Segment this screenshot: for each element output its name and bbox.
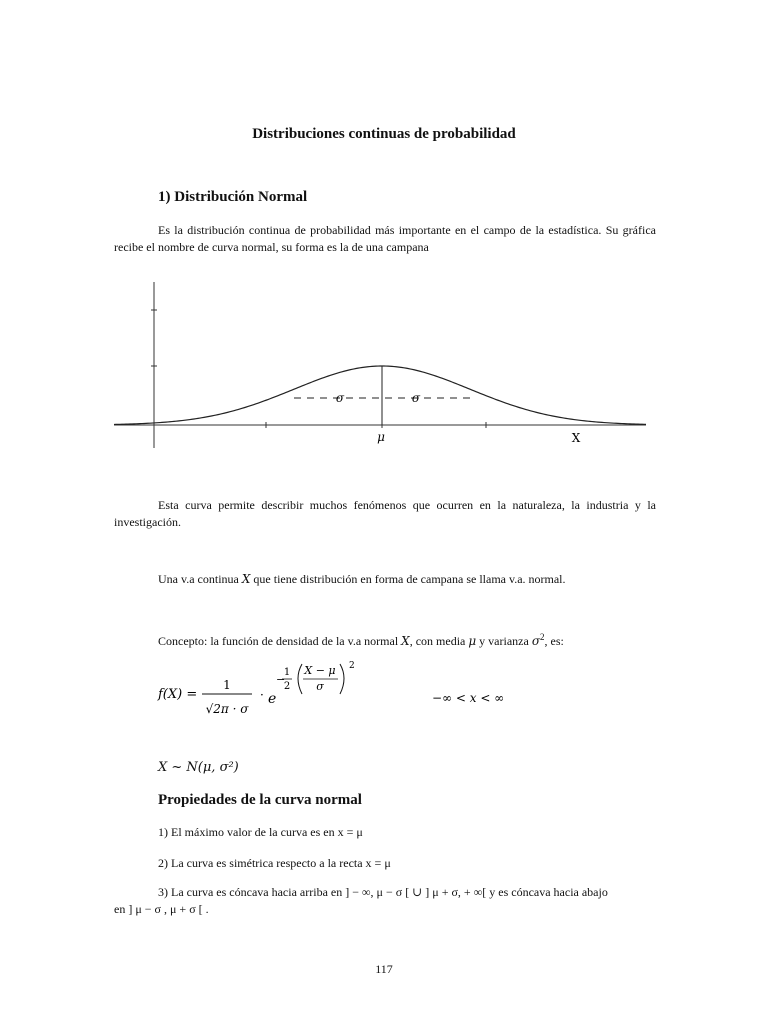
- concept-text-mid2: y varianza: [479, 634, 529, 648]
- concept-line: [158, 632, 564, 649]
- section-heading-normal: 1) Distribución Normal: [158, 189, 308, 205]
- paragraph-phenomena: [114, 497, 656, 531]
- exponent-left-paren: [298, 664, 302, 694]
- concept-text-before: Concepto: la función de densidad de la v.a normal: [158, 634, 399, 648]
- exponent-half-den: 2: [283, 681, 291, 692]
- formula-denominator: √2π · σ: [205, 702, 249, 716]
- density-formula: [150, 658, 550, 720]
- formula-numerator: 1: [223, 678, 231, 692]
- exponent-right-paren: [340, 664, 344, 694]
- property-1: 1) El máximo valor de la curva es en x = μ: [158, 825, 363, 839]
- exponent-half-num: 1: [283, 667, 291, 678]
- phenomena-text: Esta curva permite describir muchos fenómenos que ocurren en la naturaleza, la industria y la investigación.: [114, 498, 656, 529]
- exponent-frac-den: σ: [316, 680, 324, 693]
- concept-sigma: σ: [531, 634, 541, 648]
- concept-text-after: , es:: [544, 634, 564, 648]
- page-number: 117: [375, 962, 393, 976]
- bell-curve: [114, 366, 646, 424]
- mu-label: μ: [377, 430, 385, 444]
- property-3-line-1: 3) La curva es cóncava hacia arriba en ] − ∞, μ − σ [ ∪ ] μ + σ, + ∞[ y es cóncava hacia abajo: [158, 885, 608, 899]
- formula-lhs: f(X) =: [158, 687, 198, 702]
- exponent-frac-num: X − μ: [304, 664, 336, 677]
- intro-text: Es la distribución continua de probabilidad más importante en el campo de la estadística. Su gráfica recibe el nombre de curva normal, su forma es la de una campana: [114, 223, 656, 254]
- property-3-line-2: en ] μ − σ , μ + σ [ .: [114, 902, 209, 916]
- sigma-right-label: σ: [411, 391, 421, 405]
- axis-ticks: [151, 310, 486, 428]
- concept-text-mid1: , con media: [409, 634, 466, 648]
- normal-va-text-before: Una v.a continua: [158, 572, 239, 586]
- concept-variable: X: [401, 634, 410, 648]
- paragraph-normal-va: [158, 572, 566, 587]
- x-axis-label: X: [571, 431, 581, 445]
- property-2: 2) La curva es simétrica respecto a la recta x = μ: [158, 856, 391, 870]
- exponent-power: 2: [349, 661, 355, 671]
- formula-e: e: [268, 691, 277, 707]
- properties-heading: Propiedades de la curva normal: [158, 792, 362, 808]
- page-title: Distribuciones continuas de probabilidad: [252, 126, 516, 142]
- sigma-left-label: σ: [335, 391, 345, 405]
- variable-x: X: [241, 572, 251, 586]
- concept-mu: μ: [468, 634, 477, 648]
- intro-paragraph: [114, 222, 656, 256]
- normal-va-text-after: que tiene distribución en forma de campana se llama v.a. normal.: [253, 572, 566, 586]
- concept-exponent: 2: [540, 632, 545, 642]
- formula-dot: ·: [260, 688, 264, 702]
- normal-curve-graph: [110, 280, 650, 450]
- formula-domain: −∞ < x < ∞: [432, 691, 505, 705]
- normal-notation: X ~ N(μ, σ²): [158, 760, 239, 775]
- exponent-sign: −: [276, 673, 286, 686]
